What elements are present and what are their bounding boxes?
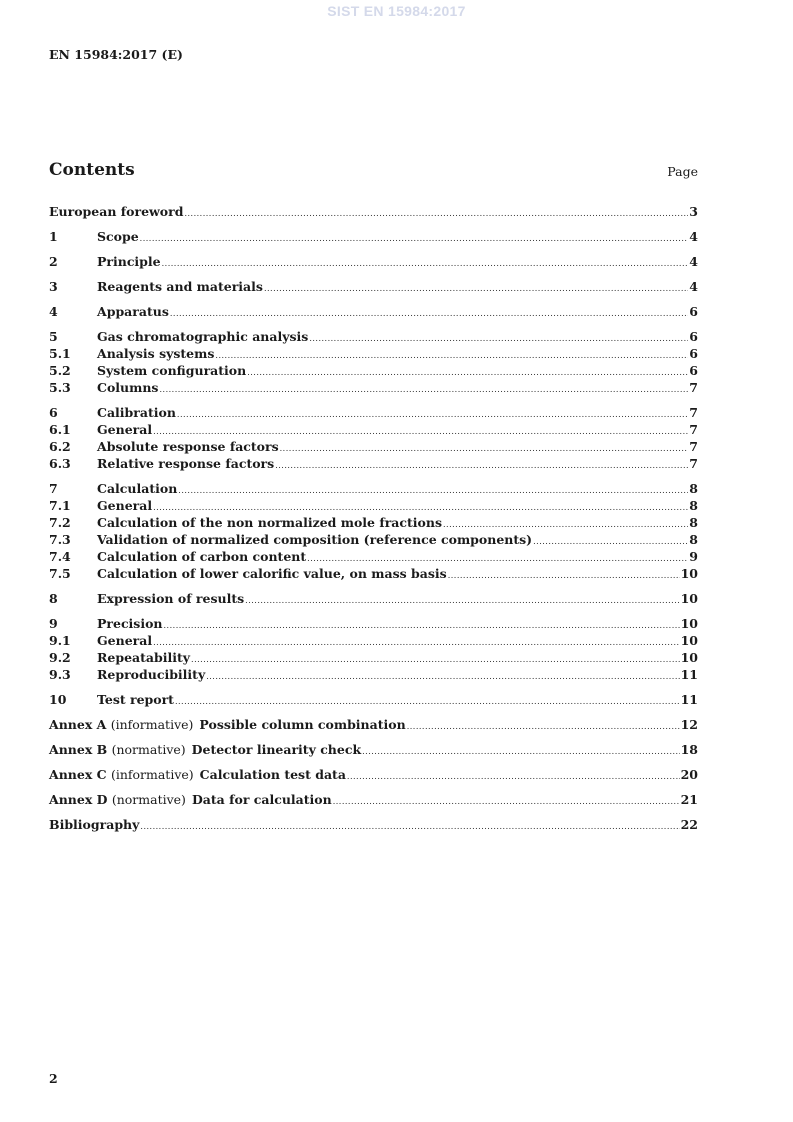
toc-entry-title: Calibration (97, 405, 176, 420)
toc-entry[interactable] (49, 203, 698, 220)
toc-entry-number: 7.1 (49, 498, 71, 513)
toc-entry-page: 9 (689, 549, 698, 564)
toc-entry-title (49, 791, 332, 808)
dot-leader (177, 409, 688, 421)
toc-entry-title: General (97, 498, 153, 513)
toc-entry-page: 12 (680, 717, 698, 732)
dot-leader (178, 485, 688, 497)
dot-leader (215, 350, 688, 362)
dot-leader (448, 570, 680, 582)
toc-entry[interactable] (49, 565, 698, 582)
toc-entry-title: Columns (97, 380, 159, 395)
toc-entry-number: 6.3 (49, 456, 71, 471)
toc-entry-page: 21 (680, 792, 698, 807)
dot-leader (159, 384, 688, 396)
toc-entry-title: Absolute response factors (97, 439, 279, 454)
dot-leader (162, 258, 689, 270)
toc-entry[interactable] (49, 278, 698, 295)
dot-leader (191, 654, 680, 666)
annex-kind: (normative) (111, 742, 186, 757)
toc-entry-number: 3 (49, 279, 58, 294)
toc-entry-number: 8 (49, 591, 58, 606)
toc-entry[interactable] (49, 649, 698, 666)
toc-entry-page: 7 (689, 439, 698, 454)
toc-entry-title: Gas chromatographic analysis (97, 329, 309, 344)
toc-entry[interactable] (49, 228, 698, 245)
toc-entry-number: 2 (49, 254, 58, 269)
toc-entry[interactable] (49, 455, 698, 472)
toc-entry-title: Precision (97, 616, 163, 631)
annex-kind: (normative) (111, 792, 186, 807)
toc-entry-page: 6 (689, 363, 698, 378)
dot-leader (533, 536, 688, 548)
toc-entry-number: 5 (49, 329, 58, 344)
toc-entry[interactable] (49, 514, 698, 531)
toc-entry-page: 10 (680, 650, 698, 665)
toc-entry-title: Calculation of carbon content (97, 549, 307, 564)
toc-entry-number: 7.4 (49, 549, 71, 564)
dot-leader (247, 367, 688, 379)
annex-title: Detector linearity check (191, 742, 362, 757)
toc-entry[interactable] (49, 362, 698, 379)
toc-entry-page: 10 (680, 591, 698, 606)
dot-leader (307, 553, 688, 565)
page-column-label: Page (667, 164, 698, 179)
toc-entry-number: 9.2 (49, 650, 71, 665)
dot-leader (309, 333, 688, 345)
toc-entry-page: 8 (689, 532, 698, 547)
toc-entry-page: 6 (689, 304, 698, 319)
toc-entry[interactable] (49, 531, 698, 548)
dot-leader (347, 771, 680, 783)
toc-entry-title: Apparatus (97, 304, 169, 319)
toc-entry-page: 8 (689, 498, 698, 513)
toc-entry-number: 9.1 (49, 633, 71, 648)
toc-entry-page: 10 (680, 633, 698, 648)
table-of-contents (49, 203, 698, 833)
toc-entry[interactable] (49, 438, 698, 455)
toc-entry-page: 20 (680, 767, 698, 782)
dot-leader (333, 796, 680, 808)
toc-entry-page: 4 (689, 229, 698, 244)
toc-entry-page: 6 (689, 329, 698, 344)
toc-entry[interactable] (49, 691, 698, 708)
annex-label: Annex B (49, 742, 108, 757)
annex-kind: (informative) (110, 767, 194, 782)
toc-entry[interactable] (49, 666, 698, 683)
dot-leader (170, 308, 688, 320)
toc-entry[interactable] (49, 791, 698, 808)
toc-entry[interactable] (49, 404, 698, 421)
dot-leader (153, 502, 688, 514)
dot-leader (140, 821, 679, 833)
toc-entry[interactable] (49, 328, 698, 345)
toc-entry[interactable] (49, 303, 698, 320)
toc-entry-page: 7 (689, 380, 698, 395)
annex-kind: (informative) (110, 717, 194, 732)
toc-entry[interactable] (49, 548, 698, 565)
toc-entry-number: 5.2 (49, 363, 71, 378)
toc-entry-page: 11 (680, 667, 698, 682)
toc-entry-number: 7.2 (49, 515, 71, 530)
toc-entry-number: 6 (49, 405, 58, 420)
annex-label: Annex D (49, 792, 108, 807)
toc-entry-number: 1 (49, 229, 58, 244)
toc-entry-page: 7 (689, 422, 698, 437)
toc-entry-page: 6 (689, 346, 698, 361)
toc-entry-number: 9 (49, 616, 58, 631)
toc-entry[interactable] (49, 816, 698, 833)
contents-title: Contents (49, 160, 135, 180)
toc-entry-page: 8 (689, 481, 698, 496)
toc-entry[interactable] (49, 615, 698, 632)
toc-entry-number: 6.1 (49, 422, 71, 437)
toc-entry-title: Calculation (97, 481, 178, 496)
toc-entry-title: General (97, 422, 153, 437)
toc-entry[interactable] (49, 632, 698, 649)
toc-entry[interactable] (49, 766, 698, 783)
toc-entry[interactable] (49, 421, 698, 438)
toc-entry-title: General (97, 633, 153, 648)
toc-entry-title: Relative response factors (97, 456, 275, 471)
annex-title: Possible column combination (199, 717, 406, 732)
toc-entry-number: 7.5 (49, 566, 71, 581)
dot-leader (275, 460, 688, 472)
dot-leader (153, 426, 688, 438)
dot-leader (280, 443, 689, 455)
toc-entry-number: 6.2 (49, 439, 71, 454)
toc-entry[interactable] (49, 480, 698, 497)
toc-entry-page: 11 (680, 692, 698, 707)
toc-entry-page: 7 (689, 405, 698, 420)
dot-leader (175, 696, 680, 708)
toc-entry-title: Scope (97, 229, 139, 244)
toc-entry[interactable] (49, 497, 698, 514)
toc-entry-page: 10 (680, 566, 698, 581)
toc-entry-number: 9.3 (49, 667, 71, 682)
toc-entry-title (49, 741, 361, 758)
toc-entry-title (49, 716, 406, 733)
toc-entry-number: 7 (49, 481, 58, 496)
toc-entry-page: 4 (689, 254, 698, 269)
toc-entry-number: 5.1 (49, 346, 71, 361)
annex-label: Annex C (49, 767, 107, 782)
toc-entry-title: System configuration (97, 363, 247, 378)
toc-entry-title: Test report (97, 692, 174, 707)
toc-entry-title: Calculation of the non normalized mole fractions (97, 515, 442, 530)
toc-entry-page: 3 (689, 204, 698, 219)
toc-entry-title: Principle (97, 254, 161, 269)
toc-entry-title: Expression of results (97, 591, 245, 606)
toc-entry-title: Bibliography (49, 817, 140, 832)
toc-entry-page: 18 (680, 742, 698, 757)
annex-title: Data for calculation (191, 792, 332, 807)
toc-entry-number: 5.3 (49, 380, 71, 395)
toc-entry-page: 22 (680, 817, 698, 832)
toc-entry-number: 7.3 (49, 532, 71, 547)
annex-title: Calculation test data (199, 767, 346, 782)
dot-leader (443, 519, 688, 531)
toc-entry-title: European foreword (49, 204, 184, 219)
toc-entry-page: 8 (689, 515, 698, 530)
dot-leader (245, 595, 679, 607)
toc-entry-title: Repeatability (97, 650, 191, 665)
toc-entry[interactable] (49, 590, 698, 607)
dot-leader (153, 637, 679, 649)
dot-leader (362, 746, 679, 758)
toc-entry-number: 4 (49, 304, 58, 319)
annex-label: Annex A (49, 717, 107, 732)
toc-entry[interactable] (49, 716, 698, 733)
toc-entry-title (49, 766, 346, 783)
dot-leader (140, 233, 689, 245)
toc-entry-page: 4 (689, 279, 698, 294)
toc-entry-page: 10 (680, 616, 698, 631)
toc-entry[interactable] (49, 345, 698, 362)
toc-entry-title: Reproducibility (97, 667, 206, 682)
toc-entry[interactable] (49, 379, 698, 396)
toc-entry-title: Calculation of lower calorific value, on mass basis (97, 566, 447, 581)
dot-leader (184, 208, 688, 220)
dot-leader (164, 620, 680, 632)
toc-entry-number: 10 (49, 692, 67, 707)
toc-entry[interactable] (49, 253, 698, 270)
toc-entry[interactable] (49, 741, 698, 758)
toc-entry-title: Validation of normalized composition (reference components) (97, 532, 533, 547)
toc-entry-title: Analysis systems (97, 346, 215, 361)
dot-leader (407, 721, 680, 733)
document-id: EN 15984:2017 (E) (49, 47, 183, 62)
toc-entry-page: 7 (689, 456, 698, 471)
dot-leader (264, 283, 688, 295)
footer-page-number: 2 (49, 1071, 58, 1086)
dot-leader (206, 671, 679, 683)
toc-entry-title: Reagents and materials (97, 279, 263, 294)
watermark: SIST EN 15984:2017 (327, 3, 466, 19)
